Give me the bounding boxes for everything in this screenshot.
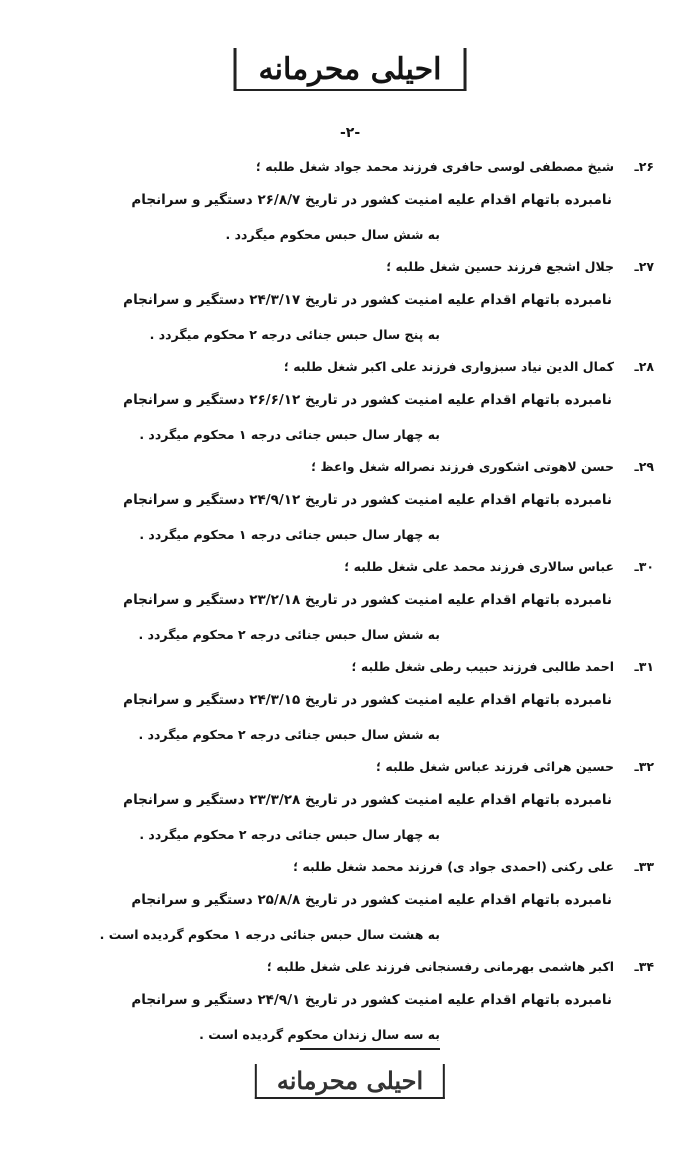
entry-sentence-line: به چهار سال حبس جنائی درجه ۱ محکوم میگردد . — [139, 527, 440, 542]
entry-number: ۲۸ـ — [634, 359, 654, 374]
entry-sentence-line: به شش سال حبس محکوم میگردد . — [225, 227, 440, 242]
entry-heading — [40, 952, 660, 982]
entry-heading — [40, 152, 660, 182]
entry-number: ۳۰ـ — [634, 559, 654, 574]
entry-heading — [40, 652, 660, 682]
entry-heading — [40, 352, 660, 382]
page-number: -۲- — [340, 125, 361, 141]
entry-name: حسن لاهوتی اشکوری فرزند نصراله شغل واعظ ؛ — [311, 459, 614, 474]
entry-charge-line: نامبرده باتهام اقدام علیه امنیت کشور در تاریخ ۲۶/۶/۱۲ دستگیر و سرانجام — [123, 392, 612, 408]
entry-31 — [40, 652, 660, 752]
entry-charge-line: نامبرده باتهام اقدام علیه امنیت کشور در تاریخ ۲۴/۹/۱ دستگیر و سرانجام — [131, 992, 612, 1008]
entry-26 — [40, 152, 660, 252]
entry-number: ۲۷ـ — [634, 259, 654, 274]
entry-charge-line: نامبرده باتهام اقدام علیه امنیت کشور در تاریخ ۲۳/۳/۲۸ دستگیر و سرانجام — [123, 792, 612, 808]
entry-number: ۲۶ـ — [634, 159, 654, 174]
entry-charge-line: نامبرده باتهام اقدام علیه امنیت کشور در تاریخ ۲۴/۳/۱۵ دستگیر و سرانجام — [123, 692, 612, 708]
entry-name: شیخ مصطفی لوسی حافری فرزند محمد جواد شغل طلبه ؛ — [255, 159, 614, 174]
entry-name: جلال اشجع فرزند حسین شغل طلبه ؛ — [386, 259, 614, 274]
entry-charge-line: نامبرده باتهام اقدام علیه امنیت کشور در تاریخ ۲۴/۹/۱۲ دستگیر و سرانجام — [123, 492, 612, 508]
entry-32 — [40, 752, 660, 852]
entry-heading — [40, 752, 660, 782]
entry-heading — [40, 852, 660, 882]
entry-29 — [40, 452, 660, 552]
entry-sentence-line: به پنج سال حبس جنائی درجه ۲ محکوم میگردد . — [149, 327, 440, 342]
entry-name: احمد طالبی فرزند حبیب رطی شغل طلبه ؛ — [351, 659, 614, 674]
entry-charge-line: نامبرده باتهام اقدام علیه امنیت کشور در تاریخ ۲۶/۸/۷ دستگیر و سرانجام — [131, 192, 612, 208]
entry-charge-line: نامبرده باتهام اقدام علیه امنیت کشور در تاریخ ۲۴/۳/۱۷ دستگیر و سرانجام — [123, 292, 612, 308]
signature-divider — [300, 1048, 440, 1050]
entry-name: حسین هرائی فرزند عباس شغل طلبه ؛ — [376, 759, 614, 774]
entry-sentence-line: به شش سال حبس جنائی درجه ۲ محکوم میگردد . — [138, 627, 440, 642]
entry-34 — [40, 952, 660, 1052]
entry-heading — [40, 452, 660, 482]
entry-number: ۳۴ـ — [634, 959, 654, 974]
entry-33 — [40, 852, 660, 952]
entry-27 — [40, 252, 660, 352]
entry-sentence-line: به چهار سال حبس جنائی درجه ۲ محکوم میگردد . — [139, 827, 440, 842]
entry-name: عباس سالاری فرزند محمد علی شغل طلبه ؛ — [344, 559, 614, 574]
entry-number: ۲۹ـ — [634, 459, 654, 474]
entry-name: کمال الدین نیاد سبزواری فرزند علی اکبر شغل طلبه ؛ — [283, 359, 614, 374]
entry-number: ۳۳ـ — [634, 859, 654, 874]
entry-charge-line: نامبرده باتهام اقدام علیه امنیت کشور در تاریخ ۲۵/۸/۸ دستگیر و سرانجام — [131, 892, 612, 908]
entry-sentence-line: به سه سال زندان محکوم گردیده است . — [199, 1027, 440, 1042]
entry-number: ۳۲ـ — [634, 759, 654, 774]
entry-number: ۳۱ـ — [634, 659, 654, 674]
entry-name: علی رکنی (احمدی جواد ی) فرزند محمد شغل طلبه ؛ — [293, 859, 614, 874]
entry-30 — [40, 552, 660, 652]
classification-stamp-bottom: احیلی محرمانه — [255, 1064, 445, 1099]
entry-sentence-line: به چهار سال حبس جنائی درجه ۱ محکوم میگردد . — [139, 427, 440, 442]
entry-sentence-line: به هشت سال حبس جنائی درجه ۱ محکوم گردیده است . — [99, 927, 440, 942]
classification-stamp-top: احیلی محرمانه — [234, 48, 467, 91]
entries-list — [40, 152, 660, 1052]
entry-name: اکبر هاشمی بهرمانی رفسنجانی فرزند علی شغل طلبه ؛ — [266, 959, 614, 974]
entry-heading — [40, 552, 660, 582]
entry-charge-line: نامبرده باتهام اقدام علیه امنیت کشور در تاریخ ۲۳/۲/۱۸ دستگیر و سرانجام — [123, 592, 612, 608]
entry-heading — [40, 252, 660, 282]
entry-28 — [40, 352, 660, 452]
entry-sentence-line: به شش سال حبس جنائی درجه ۲ محکوم میگردد . — [138, 727, 440, 742]
